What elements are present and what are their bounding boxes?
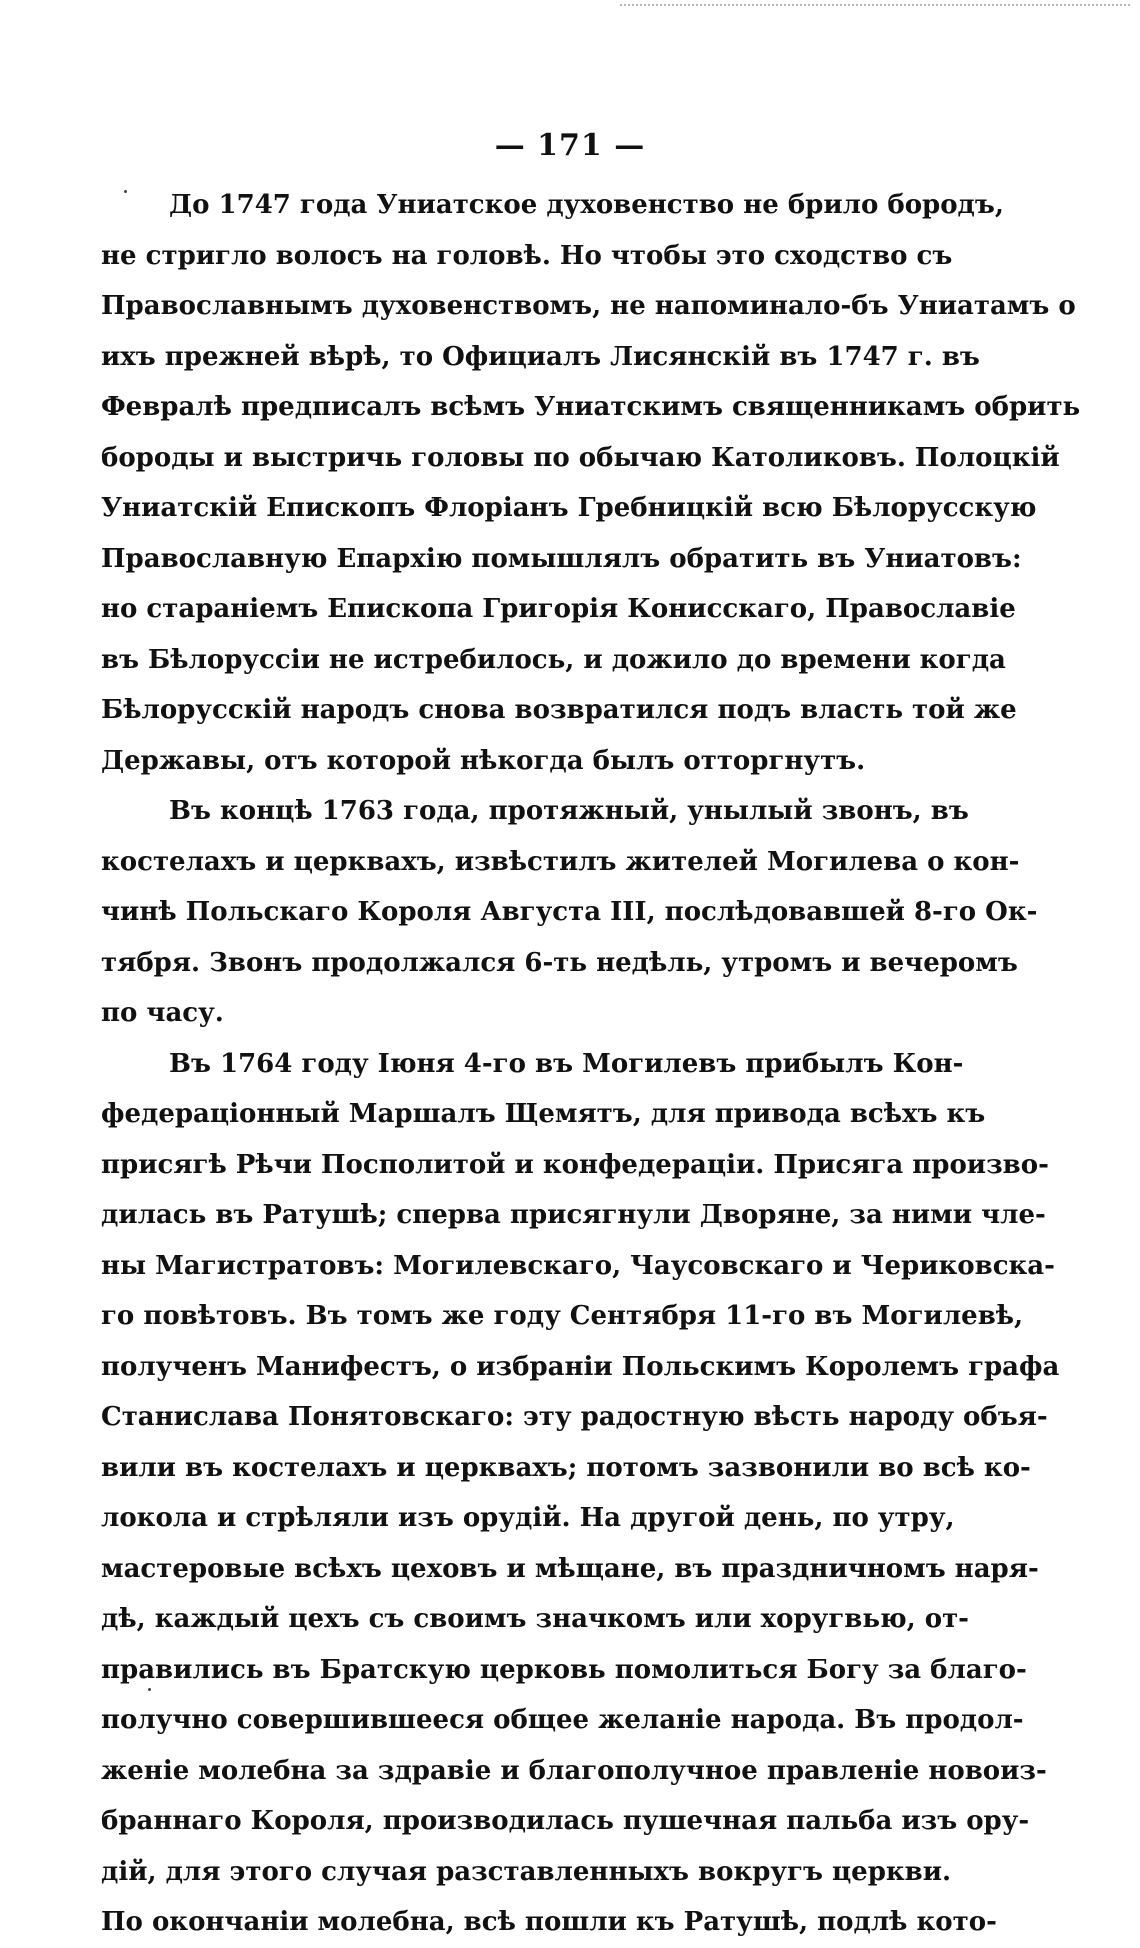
text-line: присягѣ Рѣчи Посполитой и конфедераціи. Присяга произво- — [101, 1149, 1049, 1180]
text-line: дилась въ Ратушѣ; сперва присягнули Дворяне, за ними чле- — [101, 1200, 1046, 1230]
scan-edge-rule — [620, 4, 1130, 6]
text-line: дѣ, каждый цехъ съ своимъ значкомъ или хоругвью, от- — [101, 1604, 969, 1634]
text-line: получно совершившееся общее желаніе народа. Въ продол- — [101, 1705, 1024, 1735]
text-line: Православную Епархію помышлялъ обратить въ Униатовъ: — [101, 543, 1022, 574]
text-line: Бѣлорусскій народъ снова возвратился подъ власть той же — [101, 695, 1017, 725]
text-line: федераціонный Маршалъ Щемятъ, для привода всѣхъ къ — [101, 1099, 986, 1129]
text-line: Въ 1764 году Іюня 4-го въ Могилевъ прибылъ Кон- — [169, 1048, 964, 1079]
text-line: браннаго Короля, производилась пушечная пальба изъ ору- — [101, 1806, 1030, 1836]
text-line: го повѣтовъ. Въ томъ же году Сентября 11-го въ Могилевѣ, — [101, 1301, 1024, 1331]
scan-speck — [148, 1688, 151, 1691]
text-line: бороды и выстричь головы по обычаю Католиковъ. Полоцкій — [101, 442, 1060, 473]
text-line: вили въ костелахъ и церквахъ; потомъ зазвонили во всѣ ко- — [101, 1452, 1031, 1483]
text-line: костелахъ и церквахъ, извѣстилъ жителей Могилева о кон- — [101, 846, 1020, 877]
text-line: ихъ прежней вѣрѣ, то Официалъ Лисянскій въ 1747 г. въ — [101, 341, 980, 372]
text-line: Въ концѣ 1763 года, протяжный, унылый звонъ, въ — [169, 796, 969, 826]
body-text — [101, 180, 1081, 1948]
text-line: Февралѣ предписалъ всѣмъ Униатскимъ священникамъ обрить — [101, 392, 1081, 422]
text-line: тября. Звонъ продолжался 6-ть недѣль, утромъ и вечеромъ — [101, 947, 1018, 978]
text-line: въ Бѣлоруссіи не истребилось, и дожило до времени когда — [101, 644, 1006, 675]
text-line: Православнымъ духовенствомъ, не напоминало-бъ Униатамъ о — [101, 291, 1076, 321]
page-number: — 171 — — [494, 128, 646, 163]
text-line: по часу. — [101, 998, 224, 1028]
text-line: женіе молебна за здравіе и благополучное правленіе новоиз- — [101, 1755, 1047, 1786]
text-line: локола и стрѣляли изъ орудій. На другой день, по утру, — [101, 1503, 955, 1533]
text-line: мастеровые всѣхъ цеховъ и мѣщане, въ праздничномъ наря- — [101, 1553, 1039, 1584]
text-line: но стараніемъ Епископа Григорія Конисскаго, Православіе — [101, 594, 1016, 624]
text-line: По окончаніи молебна, всѣ пошли къ Ратушѣ, подлѣ кото- — [101, 1907, 997, 1937]
scan-speck — [124, 190, 127, 193]
text-line: До 1747 года Униатское духовенство не брило бородъ, — [169, 190, 1004, 220]
text-line: ны Магистратовъ: Могилевскаго, Чаусовскаго и Чериковска- — [101, 1250, 1055, 1281]
text-line: дій, для этого случая разставленныхъ вокругъ церкви. — [101, 1856, 952, 1887]
text-line: не стригло волосъ на головѣ. Но чтобы это сходство съ — [101, 240, 953, 271]
text-line: чинѣ Польскаго Короля Августа III, послѣдовавшей 8-го Ок- — [101, 897, 1038, 927]
text-line: Державы, отъ которой нѣкогда былъ отторгнутъ. — [101, 745, 866, 776]
text-line: Униатскій Епископъ Флоріанъ Гребницкій всю Бѣлорусскую — [101, 493, 1037, 523]
text-line: Станислава Понятовскаго: эту радостную вѣсть народу объя- — [101, 1402, 1048, 1432]
text-line: правились въ Братскую церковь помолиться Богу за благо- — [101, 1654, 1027, 1685]
text-line: полученъ Манифестъ, о избраніи Польскимъ Королемъ графа — [101, 1351, 1060, 1382]
